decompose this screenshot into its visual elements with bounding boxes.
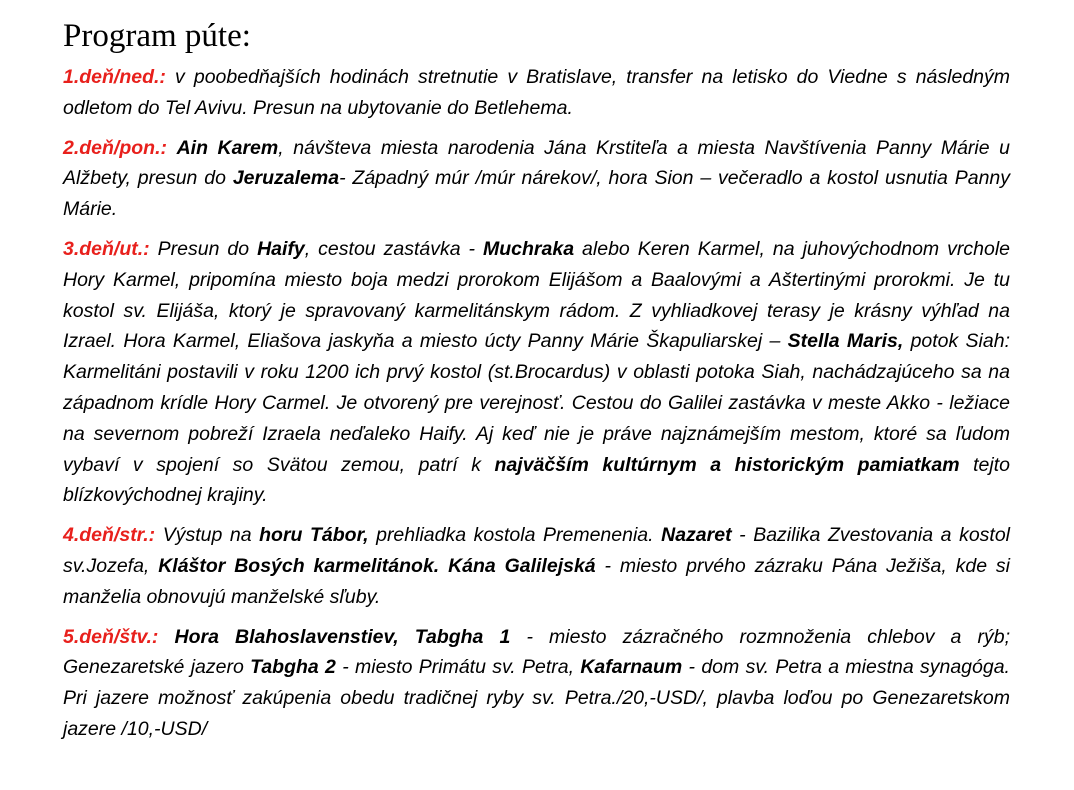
day-text: alebo Keren Karmel, na juhovýchodnom vrchole Hory Karmel, pripomína miesto boja medzi prorokom Elijášom a Baalovými a Aštertinými prorokmi. Je tu kostol sv. Elijáša, ktorý je spravovaný karmelitánskym rádom. Z vyhliadkovej terasy je krásny výhľad na Izrael. Hora Karmel, Eliašova jaskyňa a miesto úcty Panny Márie Škapuliarskej – (63, 237, 1010, 353)
day-paragraph (63, 622, 1010, 745)
day-label: 3.deň/ut.: (63, 237, 150, 260)
day-label: 4.deň/str.: (63, 524, 156, 547)
day-label: 5.deň/štv.: (63, 625, 159, 648)
highlighted-place: Haify (257, 237, 305, 260)
highlighted-place: Stella Maris, (787, 330, 904, 353)
highlighted-place: Ain Karem (176, 136, 279, 159)
day-text: prehliadka kostola Premenenia. (368, 524, 662, 547)
day-text (167, 137, 177, 159)
page-title: Program púte: (63, 18, 251, 54)
day-text: - miesto zázračného rozmnoženia chlebov a rýb; Genezaretské jazero (63, 625, 1010, 679)
program-document (63, 16, 1010, 754)
highlighted-place: Kláštor Bosých karmelitánok. (158, 554, 440, 577)
highlighted-place: Tabgha 2 (250, 656, 336, 679)
highlighted-place: Muchraka (483, 237, 575, 260)
day-text: Výstup na (155, 524, 260, 547)
day-text: tejto blízkovýchodnej krajiny. (63, 453, 1010, 507)
highlighted-place: Hora Blahoslavenstiev, Tabgha 1 (174, 625, 511, 648)
day-text: v poobedňajších hodinách stretnutie v Bratislave, transfer na letisko do Viedne s následným odletom do Tel Avivu. Presun na ubytovanie do Betlehema. (63, 66, 1010, 119)
day-label: 1.deň/ned.: (63, 66, 166, 88)
highlighted-place: Jeruzalema (232, 167, 340, 190)
day-text (158, 626, 174, 648)
day-text: - dom sv. Petra a miestna synagóga. Pri jazere možnosť zakúpenia obedu tradičnej ryby sv. Petra./20,-USD/, plavba loďou po Genezaretskom jazere /10,-USD/ (63, 656, 1010, 740)
day-text: - Západný múr /múr nárekov/, hora Sion – večeradlo a kostol usnutia Panny Márie. (63, 167, 1011, 221)
day-paragraph (63, 62, 1010, 124)
day-list (63, 62, 1010, 745)
day-text: - miesto Primátu sv. Petra, (335, 656, 581, 679)
day-text: potok Siah: Karmelitáni postavili v roku 1200 ich prvý kostol (st.Brocardus) v oblasti potoka Siah, nachádzajúceho sa na západnom krídle Hory Carmel. Je otvorený pre verejnosť. Cestou do Galilei zastávka v meste Akko - ležiace na severnom pobreží Izraela neďaleko Haify. Aj keď nie je práve najznámejším mestom, ktoré sa ľudom vybaví v spojení so Svätou zemou, patrí k (63, 330, 1011, 476)
highlighted-place: Nazaret (661, 524, 732, 547)
highlighted-place: horu Tábor, (259, 524, 369, 547)
day-paragraph (63, 520, 1010, 612)
day-paragraph (63, 133, 1010, 225)
highlighted-place: Kafarnaum (580, 656, 683, 679)
day-text: , cestou zastávka - (304, 237, 484, 260)
day-text: - Bazilika Zvestovania a kostol sv.Jozefa, (63, 524, 1011, 577)
day-text: , návšteva miesta narodenia Jána Krstiteľa a miesta Navštívenia Panny Márie u Alžbety, presun do (63, 136, 1011, 190)
day-label: 2.deň/pon.: (63, 136, 167, 159)
highlighted-place: Kána Galilejská (448, 554, 596, 577)
day-text (439, 555, 448, 577)
highlighted-place: najväčším kultúrnym a historickým pamiatkam (494, 453, 960, 476)
day-text: Presun do (149, 237, 258, 260)
day-text: - miesto prvého zázraku Pána Ježiša, kde si manželia obnovujú manželské sľuby. (63, 554, 1010, 608)
day-paragraph (63, 234, 1010, 511)
